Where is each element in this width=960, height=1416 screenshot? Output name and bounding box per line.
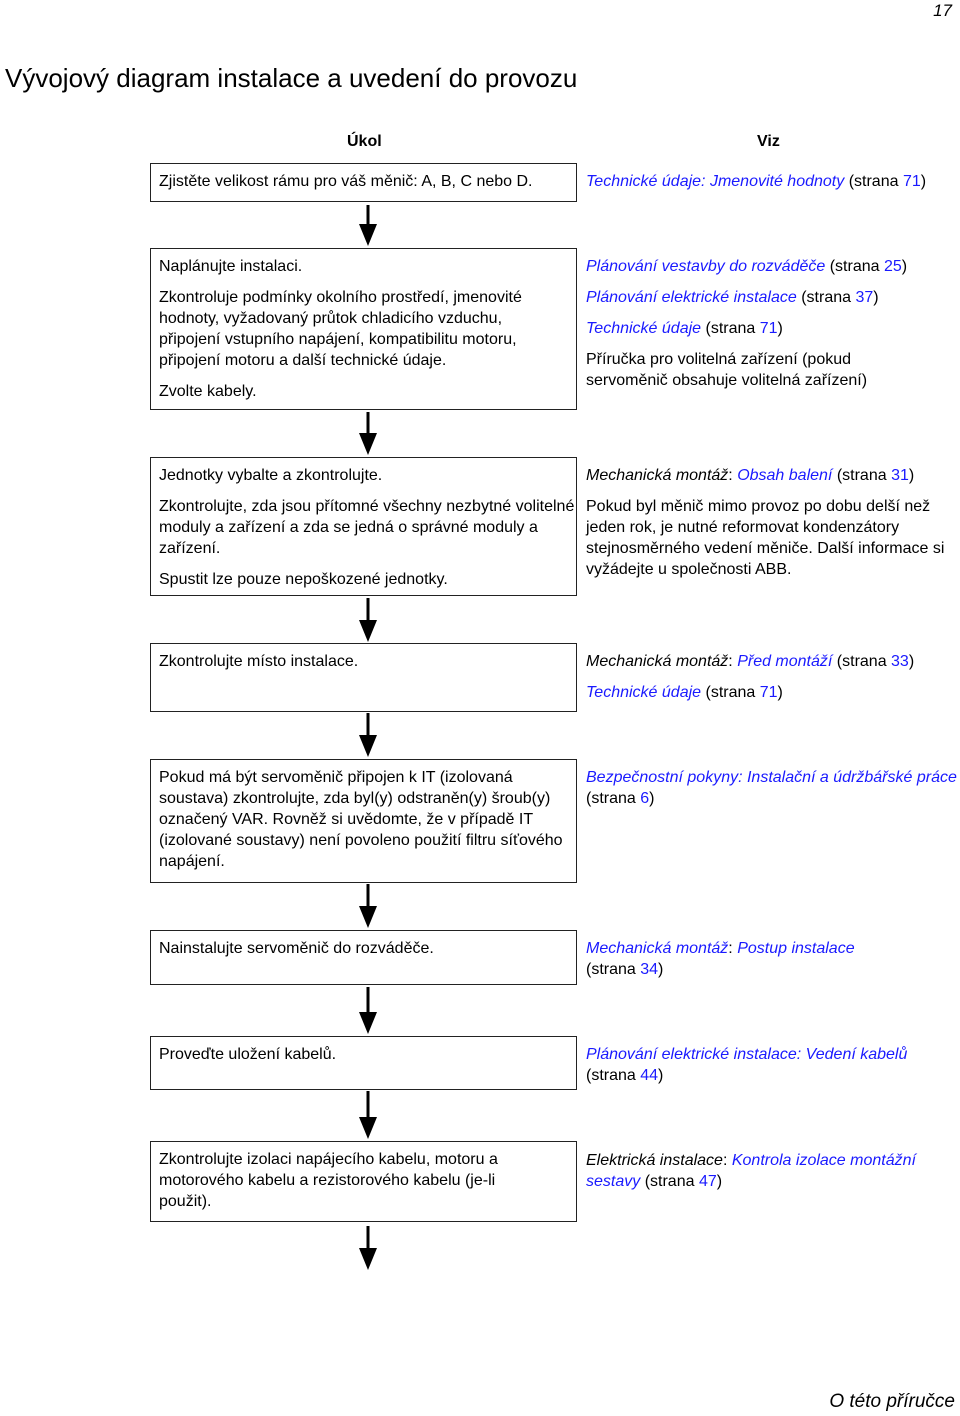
reference-text: ) [901, 258, 908, 275]
reference-link[interactable] [586, 465, 958, 486]
reference-text: (strana [832, 467, 892, 484]
reference-text: Plánování elektrické instalace [586, 289, 797, 306]
task-text: Zkontrolujte místo instalace. [159, 653, 359, 670]
reference-text: Obsah balení [737, 467, 833, 484]
reference-text: : [728, 467, 738, 484]
reference-text: (strana [640, 1173, 699, 1190]
reference-text: 71 [902, 173, 921, 190]
reference-block-5 [586, 767, 958, 809]
reference-text: 6 [640, 790, 650, 807]
reference-text: 25 [883, 258, 902, 275]
column-header-see: Viz [757, 133, 780, 150]
flow-arrow-icon [358, 598, 378, 642]
reference-text: (strana [586, 790, 641, 807]
reference-link[interactable] [586, 171, 958, 192]
reference-text: ) [658, 1067, 664, 1084]
reference-text: ) [908, 467, 915, 484]
task-text: Zkontrolujte, zda jsou přítomné všechny nezbytné volitelné moduly a zařízení a zda se jedná o správné moduly a zařízení. [159, 498, 575, 557]
reference-text: 34 [640, 961, 659, 978]
reference-text: 71 [759, 320, 778, 337]
task-text: Jednotky vybalte a zkontrolujte. [159, 467, 383, 484]
task-text: Zvolte kabely. [159, 383, 257, 400]
reference-text: (strana [701, 320, 760, 337]
reference-text: Před montáží [737, 653, 833, 670]
section-footer: O této příručce [829, 1391, 955, 1412]
reference-block-8 [586, 1150, 958, 1192]
reference-link[interactable] [586, 1150, 958, 1192]
reference-text: Kontrola izolace montážní sestavy [586, 1152, 916, 1190]
reference-block-2 [586, 256, 958, 391]
reference-text: ) [777, 684, 783, 701]
reference-text: Bezpečnostní pokyny: Instalační a údržbářské práce [586, 769, 957, 786]
page-number: 17 [933, 1, 952, 20]
reference-link[interactable] [586, 256, 958, 277]
reference-link[interactable] [586, 682, 958, 703]
task-text: Zkontroluje podmínky okolního prostředí, jmenovité hodnoty, vyžadovaný průtok chladicího vzduchu, připojení vstupního napájení, kompatibilitu motoru, připojení motoru a další technické údaje. [159, 289, 522, 369]
task-box-6 [150, 930, 577, 985]
reference-text: : [722, 1152, 732, 1169]
reference-text: ) [658, 961, 664, 978]
flow-arrow-icon [358, 1226, 378, 1270]
reference-block-3 [586, 465, 958, 580]
reference-text: Technické údaje [586, 320, 702, 337]
reference-text: (strana [796, 289, 856, 306]
task-box-4 [150, 643, 577, 712]
reference-text: (strana [586, 961, 641, 978]
reference-text: (strana [701, 684, 760, 701]
reference-text: Technické údaje [586, 684, 702, 701]
reference-text: ) [873, 289, 879, 306]
column-header-task: Úkol [347, 133, 382, 150]
reference-text: : [728, 940, 738, 957]
reference-link[interactable] [586, 767, 958, 809]
task-text: Zjistěte velikost rámu pro váš měnič: A, B, C nebo D. [159, 173, 533, 190]
reference-link[interactable] [586, 318, 958, 339]
task-box-2 [150, 248, 577, 410]
reference-note [586, 349, 958, 391]
reference-text: Mechanická montáž [586, 467, 729, 484]
reference-text: Mechanická montáž [586, 653, 729, 670]
reference-block-7 [586, 1044, 958, 1086]
task-box-7 [150, 1036, 577, 1090]
reference-note [586, 496, 958, 580]
reference-text: ) [908, 653, 915, 670]
reference-block-4 [586, 651, 958, 703]
reference-text: 33 [891, 653, 909, 670]
flow-arrow-icon [358, 1091, 378, 1139]
reference-text: : [728, 653, 738, 670]
task-text: Spustit lze pouze nepoškozené jednotky. [159, 571, 448, 588]
reference-text: 71 [759, 684, 778, 701]
reference-text: Postup instalace [737, 940, 855, 957]
reference-text: Plánování elektrické instalace: Vedení kabelů [586, 1046, 908, 1063]
task-text: Zkontrolujte izolaci napájecího kabelu, motoru a motorového kabelu a rezistorového kabelu (je-li použit). [159, 1151, 498, 1210]
task-box-8 [150, 1141, 577, 1222]
flow-arrow-icon [358, 884, 378, 928]
reference-text: Elektrická instalace [586, 1152, 723, 1169]
flow-arrow-icon [358, 987, 378, 1034]
reference-text: Plánování vestavby do rozváděče [586, 258, 826, 275]
reference-link[interactable] [586, 287, 958, 308]
task-box-3 [150, 457, 577, 596]
reference-text: (strana [825, 258, 884, 275]
task-text: Proveďte uložení kabelů. [159, 1046, 337, 1063]
flow-arrow-icon [358, 205, 378, 246]
reference-text: (strana [586, 1067, 641, 1084]
reference-text: 44 [640, 1067, 659, 1084]
reference-text: Technické údaje: Jmenovité hodnoty [586, 173, 845, 190]
reference-text: ) [649, 790, 655, 807]
page-title: Vývojový diagram instalace a uvedení do provozu [5, 63, 578, 93]
reference-block-6 [586, 938, 958, 980]
reference-text: ) [777, 320, 783, 337]
reference-text: 47 [698, 1173, 717, 1190]
reference-text: ) [716, 1173, 723, 1190]
reference-text: 31 [891, 467, 909, 484]
reference-text: Mechanická montáž [586, 940, 729, 957]
reference-text: Pokud byl měnič mimo provoz po dobu delší než jeden rok, je nutné reformovat kondenzátory stejnosměrného vedení měniče. Další informace si vyžádejte u společnosti ABB. [586, 498, 945, 578]
reference-text: Příručka pro volitelná zařízení (pokud servoměnič obsahuje volitelná zařízení) [586, 351, 868, 389]
flow-arrow-icon [358, 713, 378, 757]
reference-text: (strana [832, 653, 892, 670]
reference-text: (strana [844, 173, 903, 190]
task-text: Nainstalujte servoměnič do rozváděče. [159, 940, 434, 957]
task-box-1 [150, 163, 577, 202]
reference-block-1 [586, 171, 958, 202]
reference-link[interactable] [586, 1044, 958, 1086]
task-text: Naplánujte instalaci. [159, 258, 303, 275]
reference-text: ) [920, 173, 927, 190]
reference-link[interactable] [586, 651, 958, 672]
reference-link[interactable] [586, 938, 958, 980]
task-box-5 [150, 759, 577, 883]
flow-arrow-icon [358, 412, 378, 455]
task-text: Pokud má být servoměnič připojen k IT (izolovaná soustava) zkontrolujte, zda byl(y) odstraněn(y) šroub(y) označený VAR. Rovněž si uvědomte, že v případě IT (izolované soustavy) není povoleno použití filtru síťového napájení. [159, 769, 563, 870]
reference-text: 37 [855, 289, 874, 306]
